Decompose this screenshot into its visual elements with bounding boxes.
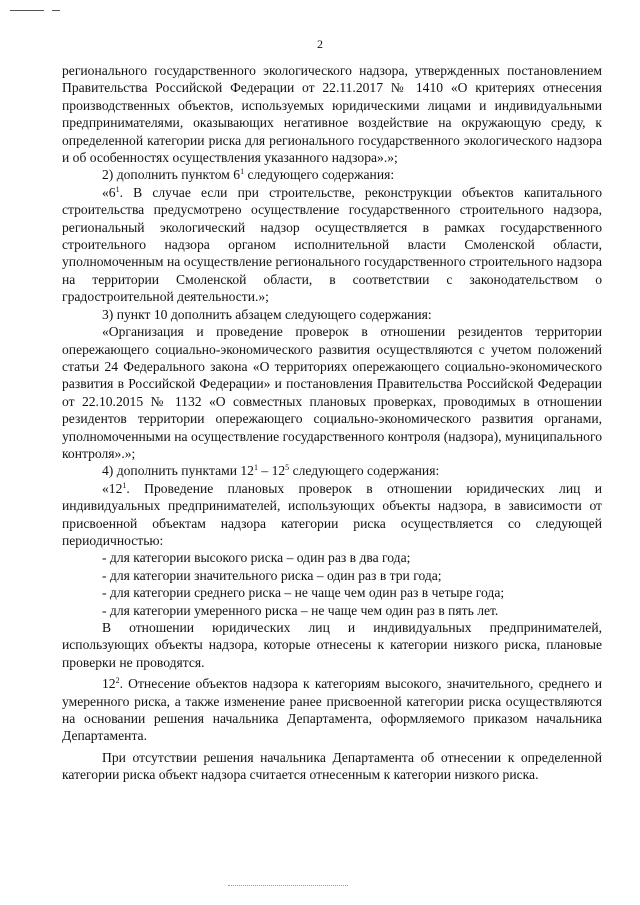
paragraph-text: . Отнесение объектов надзора к категориям высокого, значительного, среднего и умеренного риска, а также изменение ранее присвоенной категории риска осуществляются на основании решения начальника Департамента, оформляемого приказом начальника Департамента.	[62, 676, 602, 744]
paragraph-text: - для категории высокого риска – один раз в два года;	[102, 550, 411, 566]
paragraph	[62, 480, 602, 550]
superscript: 1	[122, 480, 127, 490]
superscript: 1	[240, 167, 245, 177]
superscript: 1	[115, 184, 120, 194]
paragraph-text: следующего содержания:	[289, 463, 440, 479]
paragraph	[62, 62, 602, 166]
paragraph-text: - для категории значительного риска – один раз в три года;	[102, 567, 442, 583]
paragraph-text: - для категории умеренного риска – не чаще чем один раз в пять лет.	[102, 602, 499, 618]
paragraph-text: «12	[102, 480, 123, 496]
superscript: 1	[253, 463, 258, 473]
scan-artifact-line	[10, 10, 44, 11]
scan-artifact-dots	[228, 885, 348, 887]
paragraph	[62, 584, 602, 601]
paragraph	[62, 675, 602, 745]
paragraph	[62, 323, 602, 462]
document-body	[62, 62, 602, 784]
paragraph-text: 3) пункт 10 дополнить абзацем следующего содержания:	[102, 306, 432, 322]
paragraph	[62, 184, 602, 306]
paragraph-text: - для категории среднего риска – не чаще чем один раз в четыре года;	[102, 585, 505, 601]
paragraph	[62, 166, 602, 183]
paragraph	[62, 306, 602, 323]
page-number: 2	[317, 37, 323, 51]
paragraph-text: 2) дополнить пунктом 6	[102, 167, 241, 183]
paragraph-text: В отношении юридических лиц и индивидуальных предпринимателей, использующих объекты надзора, которые отнесены к категории низкого риска, плановые проверки не проводятся.	[62, 620, 602, 670]
paragraph	[62, 602, 602, 619]
paragraph	[62, 462, 602, 479]
paragraph-text: «6	[102, 184, 116, 200]
paragraph-text: регионального государственного экологического надзора, утвержденных постановлением Правительства Российской Федерации от 22.11.2017 № 1410 «О критериях отнесения производственных объектов, используемых юридическими лицами и индивидуальными предпринимателями, оказывающих негативное воздействие на окружающую среду, к определенной категории риска для регионального государственного экологического надзора и об особенностях осуществления указанного надзора».»;	[62, 63, 602, 166]
paragraph	[62, 567, 602, 584]
paragraph-text: «Организация и проведение проверок в отношении резидентов территории опережающего социально-экономического развития осуществляются с учетом положений статьи 24 Федерального закона «О территориях опережающего социально-экономического развития в Российской Федерации» и постановления Правительства Российской Федерации от 22.10.2015 № 1132 «О совместных плановых проверках, проводимых в отношении резидентов территории опережающего социально-экономического развития органами, уполномоченными на осуществление государственного контроля (надзора), муниципального контроля».»;	[62, 324, 602, 461]
paragraph-text: При отсутствии решения начальника Департамента об отнесении к определенной категории риска объект надзора считается отнесенным к категории низкого риска.	[62, 749, 602, 783]
scan-artifact-line	[52, 10, 60, 11]
paragraph-text: . Проведение плановых проверок в отношении юридических лиц и индивидуальных предпринимателей, использующих объекты надзора, в зависимости от присвоенной объектам надзора категории риска осуществляется со следующей периодичностью:	[62, 480, 602, 548]
paragraph-text: – 12	[257, 463, 286, 479]
paragraph-text: 4) дополнить пунктами 12	[102, 463, 254, 479]
paragraph-text: . В случае если при строительстве, реконструкции объектов капитального строительства предусмотрено осуществление государственного строительного надзора, региональный экологический надзор осуществляется в рамках государственного строительного надзора органом исполнительной власти Смоленской области, уполномоченным на осуществление регионального государственного строительного надзора на территории Смоленской области, в соответствии с законодательством о градостроительной деятельности.»;	[62, 184, 602, 305]
paragraph-text: следующего содержания:	[244, 167, 395, 183]
paragraph	[62, 549, 602, 566]
superscript: 5	[285, 463, 290, 473]
paragraph	[62, 619, 602, 671]
paragraph	[62, 749, 602, 784]
superscript: 2	[115, 676, 120, 686]
paragraph-text: 12	[102, 676, 116, 692]
